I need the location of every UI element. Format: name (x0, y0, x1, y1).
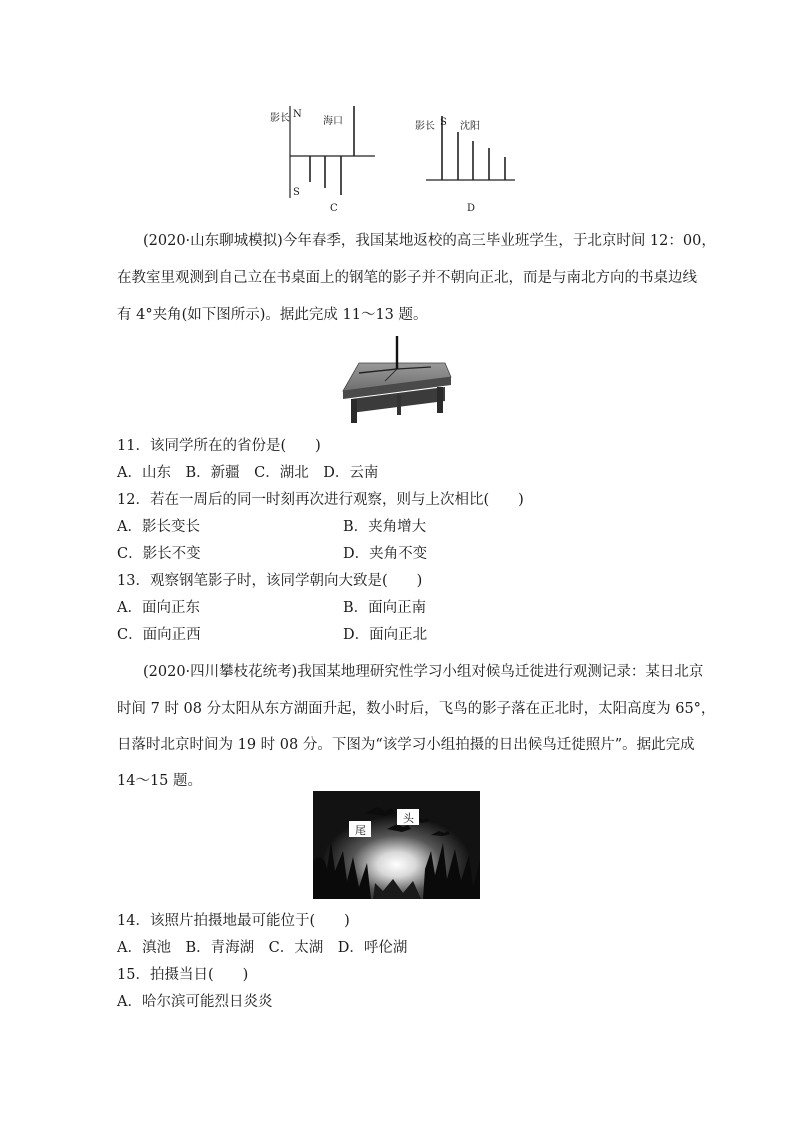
q12-stem: 12．若在一周后的同一时刻再次进行观察，则与上次相比( ) (117, 492, 524, 508)
intro2-line2: 时间 7 时 08 分太阳从东方湖面升起，数小时后，飞鸟的影子落在正北时，太阳高度为 65°， (117, 701, 716, 717)
intro1-line3: 有 4°夹角(如下图所示)。据此完成 11～13 题。 (117, 307, 428, 323)
diagram-d-s-label: S (440, 117, 447, 128)
q15-option-a: A．哈尔滨可能烈日炎炎 (117, 994, 273, 1010)
q14-stem: 14．该照片拍摄地最可能位于( ) (117, 913, 350, 929)
diagram-c-ylabel: 影长 (270, 113, 290, 124)
photo-label-head: 头 (403, 812, 414, 825)
q13-option-c: C．面向正西 (117, 627, 201, 643)
q12-option-d: D．夹角不变 (343, 546, 428, 562)
intro2-line1: (2020·四川攀枝花统考)我国某地理研究性学习小组对候鸟迁徙进行观测记录：某日北京 (143, 664, 704, 680)
intro1-line2: 在教室里观测到自己立在书桌面上的钢笔的影子并不朝向正北，而是与南北方向的书桌边线 (117, 270, 697, 286)
diagram-c-caption: C (330, 203, 338, 214)
q13-option-d: D．面向正北 (343, 627, 428, 643)
q13-stem: 13．观察钢笔影子时，该同学朝向大致是( ) (117, 573, 423, 589)
q13-option-b: B．面向正南 (343, 600, 427, 616)
q13-option-a: A．面向正东 (117, 600, 200, 616)
q11-options: A．山东 B．新疆 C．湖北 D．云南 (117, 465, 379, 481)
intro1-line1: (2020·山东聊城模拟)今年春季，我国某地返校的高三毕业班学生，于北京时间 12：00， (143, 233, 716, 249)
diagram-d-caption: D (467, 203, 476, 214)
q12-option-a: A．影长变长 (117, 519, 200, 535)
q14-options: A．滇池 B．青海湖 C．太湖 D．呼伦湖 (117, 940, 408, 956)
q12-option-b: B．夹角增大 (343, 519, 427, 535)
diagram-d-ylabel: 影长 (415, 121, 435, 132)
intro2-line4: 14～15 题。 (117, 773, 203, 789)
bird-migration-photo (313, 791, 480, 899)
intro2-line3: 日落时北京时间为 19 时 08 分。下图为“该学习小组拍摄的日出候鸟迁徙照片”。据此完成 (117, 737, 695, 753)
diagram-c-n-label: N (293, 109, 302, 120)
diagram-c-place: 海口 (323, 116, 343, 127)
desk-pen-figure (339, 333, 453, 425)
diagram-c-s-label: S (293, 187, 300, 198)
q12-option-c: C．影长不变 (117, 546, 201, 562)
q11-stem: 11．该同学所在的省份是( ) (117, 438, 321, 454)
q15-stem: 15．拍摄当日( ) (117, 967, 249, 983)
diagram-d-place: 沈阳 (460, 121, 480, 132)
photo-label-tail: 尾 (355, 824, 366, 837)
